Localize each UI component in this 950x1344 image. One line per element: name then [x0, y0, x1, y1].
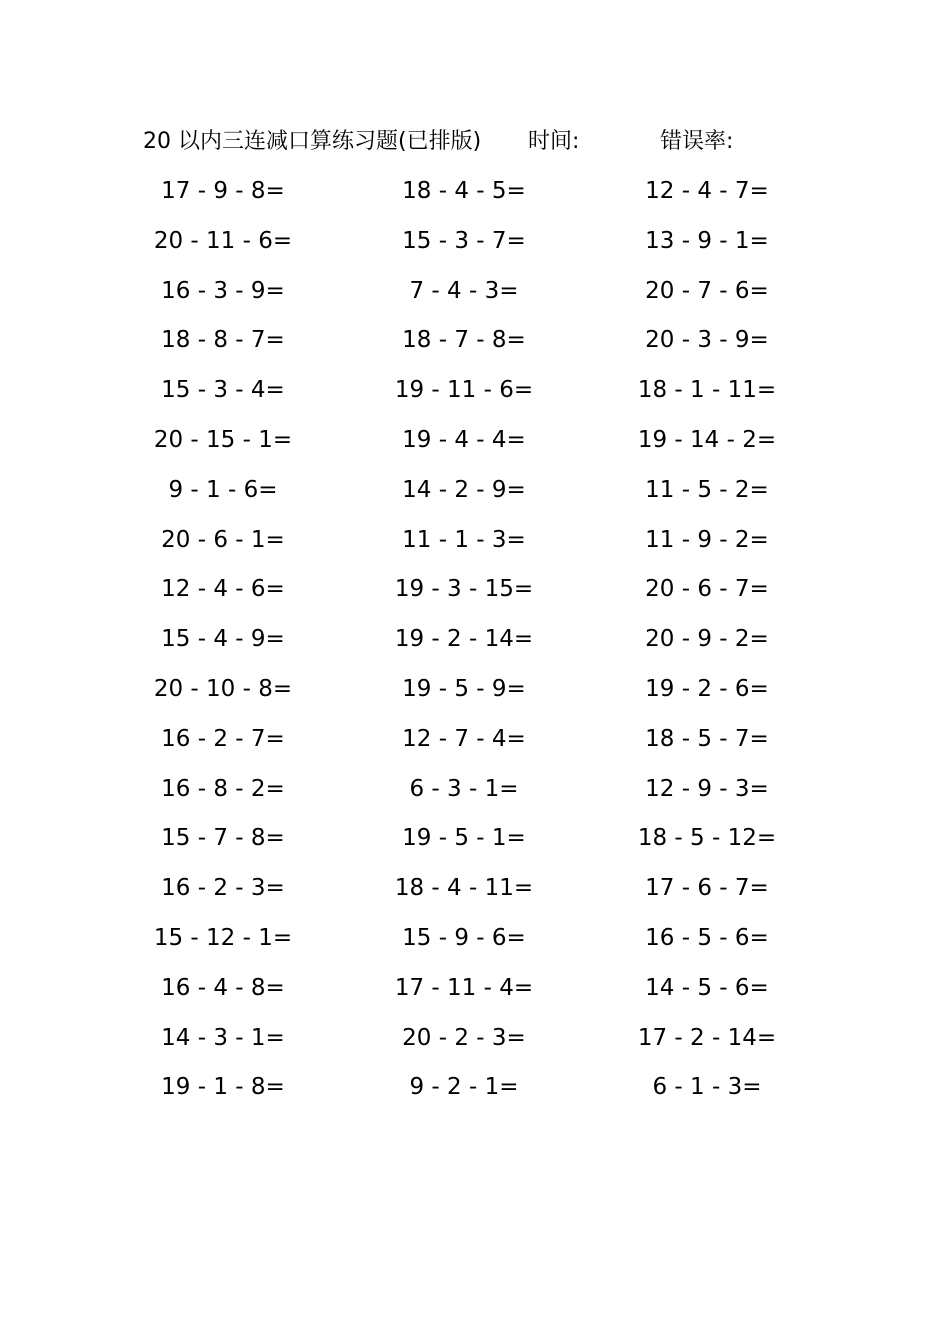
problem-row	[0, 813, 950, 863]
problem-item: 20 - 10 - 8=	[153, 675, 293, 702]
problem-item: 17 - 9 - 8=	[161, 178, 285, 204]
problem-item: 12 - 4 - 6=	[161, 576, 285, 603]
problem-item: 19 - 11 - 6=	[394, 377, 534, 404]
problem-item: 18 - 4 - 11=	[394, 875, 534, 902]
problem-item: 18 - 5 - 7=	[645, 725, 769, 752]
problem-item: 15 - 4 - 9=	[161, 626, 285, 653]
problem-item: 16 - 2 - 3=	[161, 875, 285, 902]
problem-item: 14 - 3 - 1=	[161, 1024, 285, 1051]
problem-item: 15 - 3 - 7=	[402, 227, 526, 254]
worksheet-title: 20 以内三连减口算练习题(已排版)	[143, 129, 482, 154]
problem-item: 18 - 4 - 5=	[402, 178, 526, 204]
problem-row	[0, 764, 950, 814]
problem-item: 20 - 7 - 6=	[645, 277, 769, 304]
problem-item: 15 - 12 - 1=	[153, 924, 293, 951]
problem-row	[0, 415, 950, 465]
problem-item: 7 - 4 - 3=	[409, 277, 519, 304]
problem-item: 19 - 1 - 8=	[161, 1074, 285, 1101]
problem-row	[0, 515, 950, 565]
problem-item: 18 - 1 - 11=	[637, 377, 777, 404]
problem-item: 18 - 7 - 8=	[402, 327, 526, 354]
problem-item: 16 - 4 - 8=	[161, 974, 285, 1001]
problem-item: 6 - 3 - 1=	[409, 775, 519, 802]
problem-item: 20 - 3 - 9=	[645, 327, 769, 354]
problem-item: 16 - 5 - 6=	[645, 924, 769, 951]
problem-item: 17 - 2 - 14=	[637, 1024, 777, 1051]
problem-item: 19 - 5 - 1=	[402, 825, 526, 852]
problem-item: 12 - 7 - 4=	[402, 725, 526, 752]
problem-row	[0, 266, 950, 316]
problem-item: 20 - 6 - 1=	[161, 526, 285, 553]
problem-row	[0, 315, 950, 365]
problem-item: 9 - 2 - 1=	[409, 1074, 519, 1101]
problem-row	[0, 913, 950, 963]
problem-row	[0, 365, 950, 415]
problem-item: 16 - 8 - 2=	[161, 775, 285, 802]
problem-item: 20 - 15 - 1=	[153, 426, 293, 453]
problem-item: 19 - 3 - 15=	[394, 576, 534, 603]
problem-row	[0, 963, 950, 1013]
error-rate-label: 错误率:	[660, 129, 734, 154]
problem-item: 11 - 5 - 2=	[645, 476, 769, 503]
problem-row	[0, 564, 950, 614]
problem-item: 19 - 2 - 14=	[394, 626, 534, 653]
problem-item: 20 - 11 - 6=	[153, 227, 293, 254]
problem-item: 15 - 9 - 6=	[402, 924, 526, 951]
problem-grid	[0, 166, 950, 1112]
problem-row	[0, 166, 950, 216]
problem-item: 20 - 9 - 2=	[645, 626, 769, 653]
problem-item: 12 - 4 - 7=	[645, 178, 769, 204]
problem-row	[0, 863, 950, 913]
problem-item: 13 - 9 - 1=	[645, 227, 769, 254]
problem-row	[0, 664, 950, 714]
problem-item: 19 - 4 - 4=	[402, 426, 526, 453]
problem-item: 11 - 1 - 3=	[402, 526, 526, 553]
problem-item: 18 - 8 - 7=	[161, 327, 285, 354]
problem-item: 6 - 1 - 3=	[652, 1074, 762, 1101]
problem-item: 9 - 1 - 6=	[168, 476, 278, 503]
problem-row	[0, 1013, 950, 1063]
problem-item: 15 - 3 - 4=	[161, 377, 285, 404]
time-label: 时间:	[528, 129, 580, 154]
problem-item: 14 - 5 - 6=	[645, 974, 769, 1001]
problem-item: 20 - 6 - 7=	[645, 576, 769, 603]
problem-item: 19 - 14 - 2=	[637, 426, 777, 453]
problem-item: 11 - 9 - 2=	[645, 526, 769, 553]
problem-row	[0, 465, 950, 515]
problem-row	[0, 614, 950, 664]
problem-item: 17 - 11 - 4=	[394, 974, 534, 1001]
worksheet-header	[143, 122, 823, 162]
problem-row	[0, 714, 950, 764]
problem-item: 15 - 7 - 8=	[161, 825, 285, 852]
problem-item: 12 - 9 - 3=	[645, 775, 769, 802]
problem-item: 16 - 2 - 7=	[161, 725, 285, 752]
problem-item: 18 - 5 - 12=	[637, 825, 777, 852]
problem-item: 19 - 2 - 6=	[645, 675, 769, 702]
problem-row	[0, 1062, 950, 1112]
problem-item: 19 - 5 - 9=	[402, 675, 526, 702]
problem-item: 14 - 2 - 9=	[402, 476, 526, 503]
problem-row	[0, 216, 950, 266]
problem-item: 20 - 2 - 3=	[402, 1024, 526, 1051]
problem-item: 16 - 3 - 9=	[161, 277, 285, 304]
problem-item: 17 - 6 - 7=	[645, 875, 769, 902]
